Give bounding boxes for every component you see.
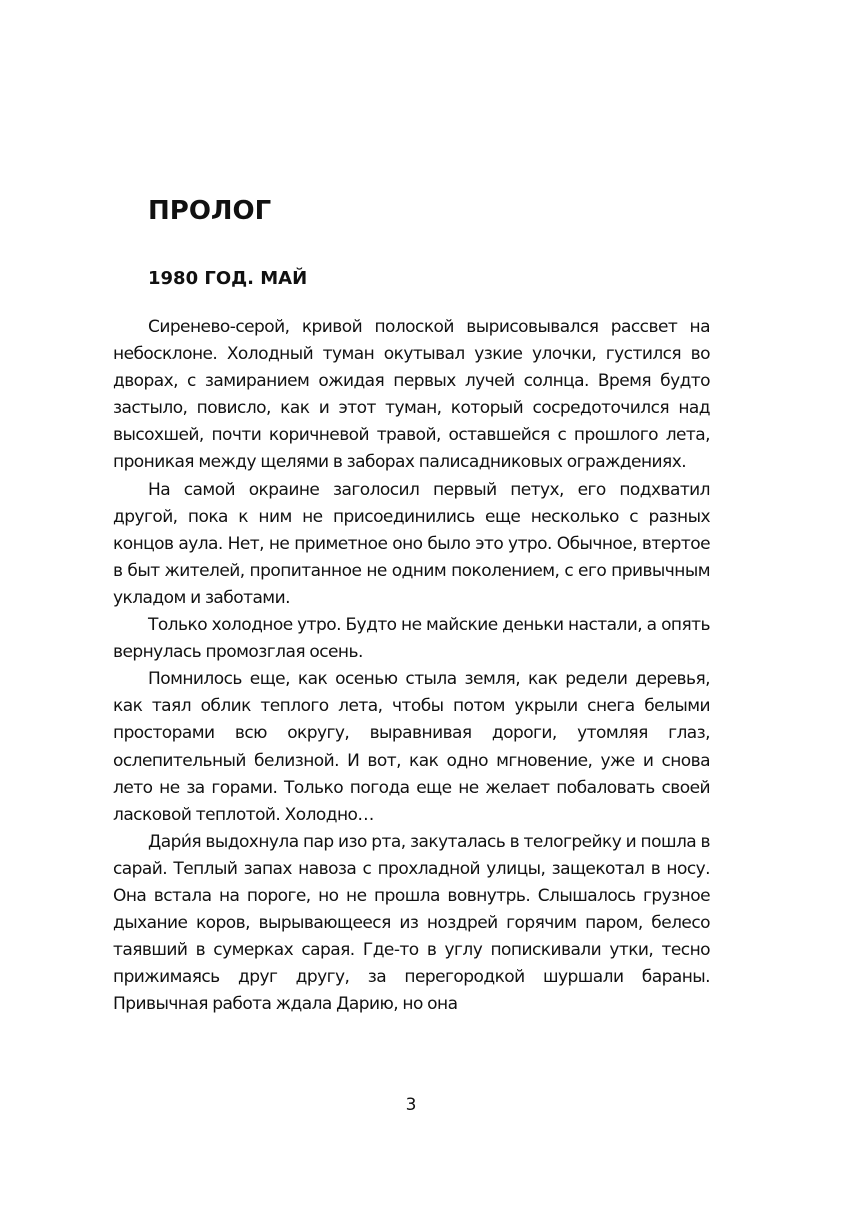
paragraph: Дари́я выдохнула пар изо рта, закуталась в телогрейку и пошла в сарай. Теплый запах навоза с прохладной улицы, защекотал в носу. Она встала на пороге, но не прошла вовнутрь. Слышалось грузное дыхание коров, вырывающееся из ноздрей горячим паром, белесо таявший в сумерках сарая. Где-то в углу попискивали утки, тесно прижимаясь друг другу, за перегородкой шуршали бараны. Привычная работа ждала Дарию, но она	[113, 831, 710, 1015]
chapter-title: ПРОЛОГ	[148, 196, 272, 226]
body-text	[113, 314, 710, 1018]
section-heading: 1980 ГОД. МАЙ	[148, 268, 308, 289]
paragraph: Помнилось еще, как осенью стыла земля, как редели деревья, как таял облик теплого лета, чтобы потом укрыли снега белыми просторами всю округу, выравнивая дороги, утомляя глаз, ослепительный белизной. И вот, как одно мгновение, уже и снова лето не за горами. Только погода еще не желает побаловать своей ласковой теплотой. Холодно…	[113, 669, 710, 825]
paragraph: Сиренево-серой, кривой полоской вырисовывался рассвет на небосклоне. Холодный туман окутывал узкие улочки, густился во дворах, с замиранием ожидая первых лучей солнца. Время будто застыло, повисло, как и этот туман, который сосредоточился над высохшей, почти коричневой травой, оставшейся с прошлого лета, проникая между щелями в заборах палисадниковых ограждениях.	[113, 317, 710, 473]
paragraph: На самой окраине заголосил первый петух, его подхватил другой, пока к ним не присоединились еще несколько с разных концов аула. Нет, не приметное оно было это утро. Обычное, втертое в быт жителей, пропитанное не одним поколением, с его привычным укладом и заботами.	[113, 479, 710, 608]
paragraph: Только холодное утро. Будто не майские деньки настали, а опять вернулась промозглая осень.	[113, 615, 710, 663]
page-number: 3	[405, 1095, 417, 1115]
